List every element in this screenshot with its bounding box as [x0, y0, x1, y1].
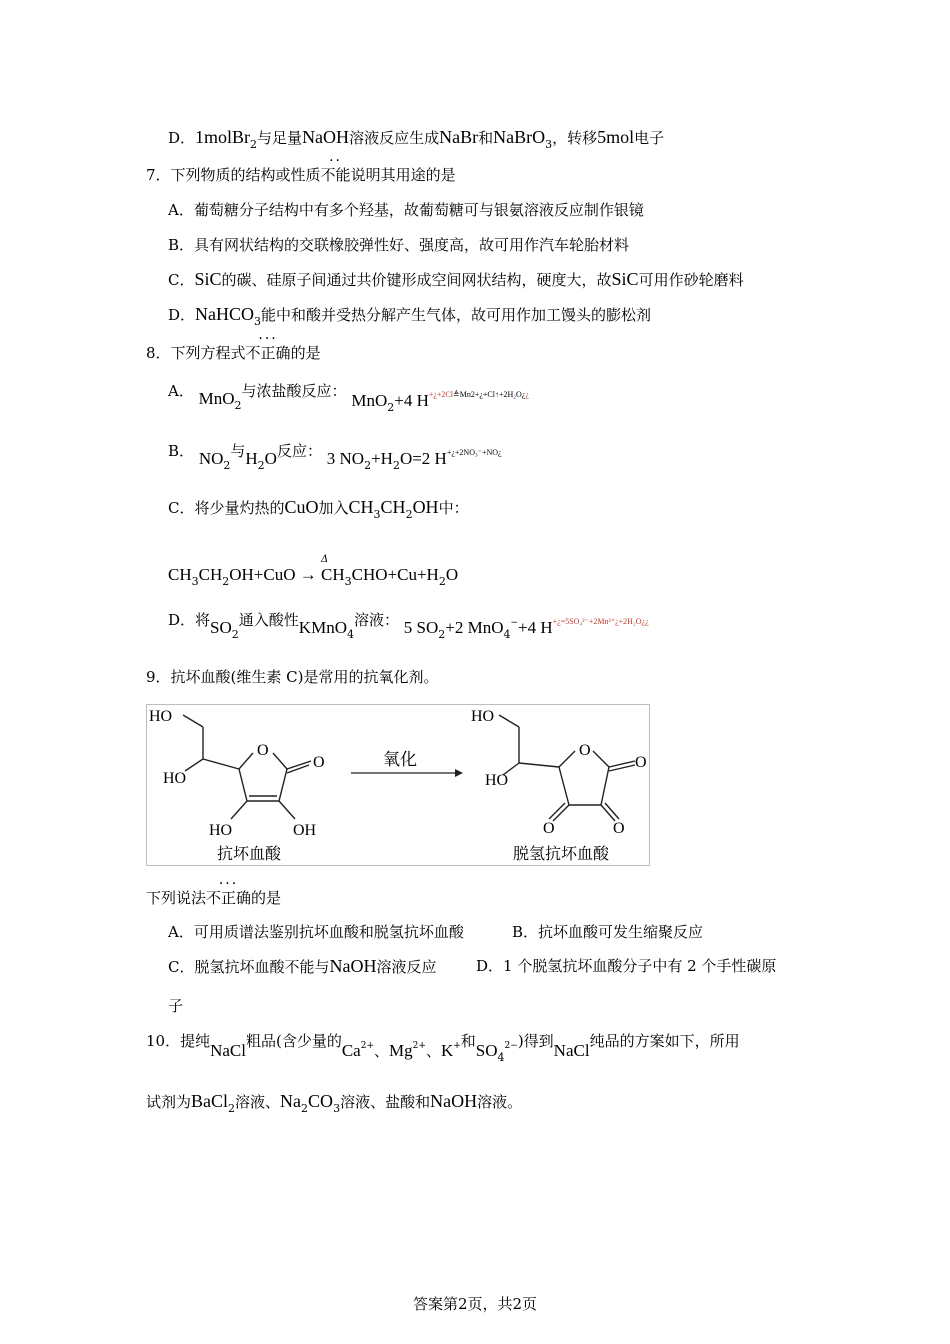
- q9-option-d: D．1 个脱氢抗坏血酸分子中有 2 个手性碳原: [476, 957, 777, 975]
- fig-caption: 脱氢抗坏血酸: [513, 844, 610, 863]
- fig-label: O: [613, 820, 625, 837]
- q7-stem: 7．下列物质的结构或性质·· 不能说明其用途的是: [146, 165, 456, 185]
- heat-delta-sign: Δ: [321, 554, 329, 565]
- arrow-head-icon: [455, 769, 463, 777]
- page-footer: 答案第2页，共2页: [412, 1295, 538, 1313]
- q8-option-c: C．将少量灼热的CuO加入$CH_3CH_2OH$中：: [168, 497, 469, 521]
- q8-stem: 8．下列方程式··· 不正确的是: [146, 343, 321, 363]
- q10-line-1: 10．提纯NaCl粗品(含少量的$Ca^{2+}$、$Mg^{2+}$、K+和$SO_4^{2-}$)得到NaCl纯品的方案如下，所用: [146, 1032, 740, 1064]
- q9-option-c: C．脱氢抗坏血酸不能与NaOH溶液反应: [168, 956, 437, 976]
- q7-option-a: A．葡萄糖分子结构中有多个羟基，故葡萄糖可与银氨溶液反应制作银镜: [168, 201, 644, 219]
- emphasis-dots: ·· 不能: [321, 165, 351, 185]
- fig-label: HO: [209, 822, 233, 839]
- fig-label: O: [635, 754, 647, 771]
- fig-caption: 抗坏血酸: [217, 844, 282, 863]
- q8-option-a: A． MnO$_2$与浓盐酸反应： MnO$_2$+4 $H^{+¿+2Cl≜Mn2+¿+Cl↑+2H_2O¿¿}$: [168, 382, 529, 414]
- fig-label: HO: [163, 770, 187, 787]
- q8-option-b: B． $NO_2$与$H_2O$反应： 3 $NO_2+H_2O=2$ $H^{+¿+2NO_3^-+NO¿}$: [168, 442, 502, 472]
- q8-option-d: D．将$SO_2$通入酸性KMnO$_4$溶液： 5 $SO_2+2$ MnO$_4$−+4 $H^{+¿=5SO_4^{2-}+2Mn^{2+}¿+2H_2O¿¿}$: [168, 611, 649, 641]
- q9-option-a: A．可用质谱法鉴别抗坏血酸和脱氢抗坏血酸: [168, 923, 464, 941]
- fig-label: HO: [149, 708, 173, 725]
- fig-label: HO: [485, 772, 509, 789]
- q7-option-d: D．NaHCO$_3$能中和酸并受热分解产生气体，故可用作加工馒头的膨松剂: [168, 304, 652, 328]
- q9-option-d-continued: 子: [168, 997, 184, 1015]
- arrow-label: 氧化: [383, 750, 417, 770]
- q8-option-c-equation: $CH_3CH_2OH+CuO \to CH_3CHO+Cu+H_2O$: [168, 565, 459, 588]
- q9-question: 下列说法··· 不正确的是: [146, 888, 281, 908]
- fig-label: O: [313, 754, 325, 771]
- ascorbic-acid-structure: [183, 715, 311, 819]
- fig-label: OH: [293, 822, 317, 839]
- fig-label: O: [257, 742, 269, 759]
- fig-label: O: [543, 820, 555, 837]
- q7-option-b: B．具有网状结构的交联橡胶弹性好、强度高，故可用作汽车轮胎材料: [168, 236, 630, 254]
- fig-label: HO: [471, 708, 495, 725]
- emphasis-dots: ··· 不正确: [246, 343, 291, 363]
- emphasis-dots: ··· 不正确: [206, 888, 251, 908]
- q9-stem: 9．抗坏血酸(维生素 C)是常用的抗氧化剂。: [146, 668, 439, 686]
- fig-label: O: [579, 742, 591, 759]
- reaction-figure: [146, 704, 650, 866]
- q9-option-b: B．抗坏血酸可发生缩聚反应: [512, 923, 704, 941]
- q7-option-c: C．SiC的碳、硅原子间通过共价键形成空间网状结构，硬度大，故SiC可用作砂轮磨料: [168, 269, 744, 289]
- structure-diagram: [147, 705, 649, 865]
- dehydroascorbic-acid-structure: [499, 715, 635, 821]
- q6-option-d: D．1molBr$_2$与足量NaOH溶液反应生成NaBr和NaBrO$_3$，转移5mol电子: [168, 127, 665, 151]
- q10-line-2: 试剂为BaCl$_2$溶液、$Na_2CO_3$溶液、盐酸和NaOH溶液。: [146, 1091, 523, 1115]
